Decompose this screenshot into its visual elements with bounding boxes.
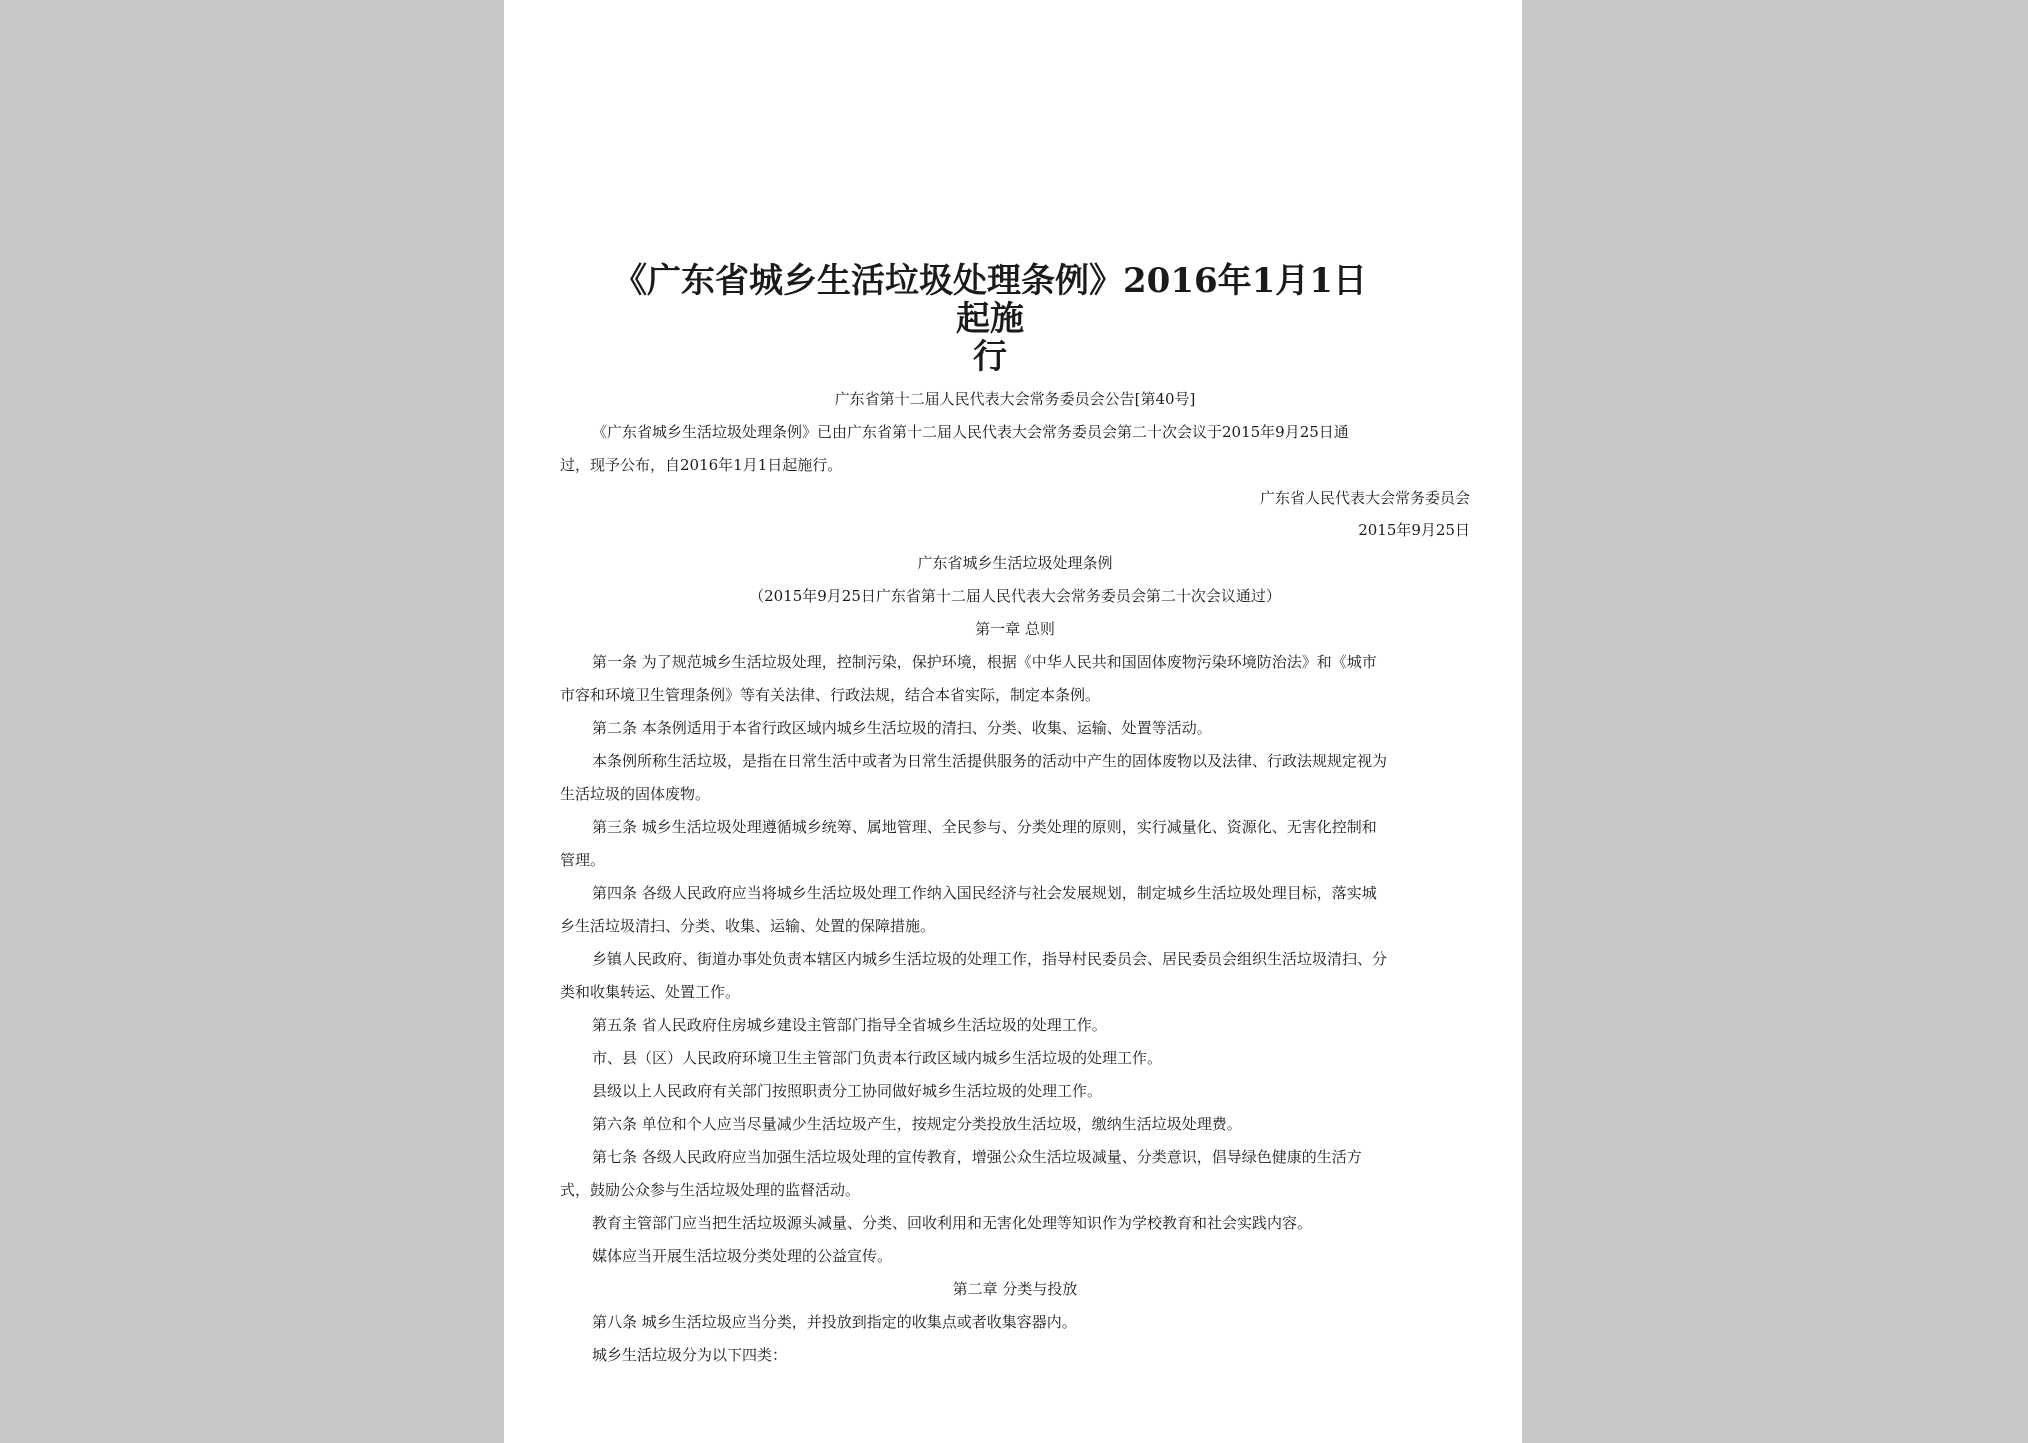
article-2-line-1: 第二条 本条例适用于本省行政区域内城乡生活垃圾的清扫、分类、收集、运输、处置等活动。 [592,719,1212,737]
article-7-paragraph-2: 教育主管部门应当把生活垃圾源头减量、分类、回收利用和无害化处理等知识作为学校教育和社会实践内容。 [592,1214,1313,1232]
title-line-2: 行 [973,337,1007,377]
intro-paragraph-line-2: 过，现予公布，自2016年1月1日起施行。 [560,456,843,474]
document-title [600,262,1380,376]
adoption-note: （2015年9月25日广东省第十二届人民代表大会常务委员会第二十次会议通过） [749,587,1281,605]
article-2-paragraph-2-line-1: 本条例所称生活垃圾，是指在日常生活中或者为日常生活提供服务的活动中产生的固体废物以及法律、行政法规规定视为 [592,752,1388,770]
article-3-line-1: 第三条 城乡生活垃圾处理遵循城乡统筹、属地管理、全民参与、分类处理的原则，实行减量化、资源化、无害化控制和 [592,818,1377,836]
article-3-line-2: 管理。 [560,851,606,869]
article-1-line-1: 第一条 为了规范城乡生活垃圾处理，控制污染，保护环境，根据《中华人民共和国固体废物污染环境防治法》和《城市 [592,653,1377,671]
article-4-paragraph-2-line-1: 乡镇人民政府、街道办事处负责本辖区内城乡生活垃圾的处理工作，指导村民委员会、居民委员会组织生活垃圾清扫、分 [592,950,1388,968]
article-4-paragraph-2-line-2: 类和收集转运、处置工作。 [560,983,741,1001]
intro-paragraph-line-1: 《广东省城乡生活垃圾处理条例》已由广东省第十二届人民代表大会常务委员会第二十次会议于2015年9月25日通 [592,423,1349,441]
article-6-line-1: 第六条 单位和个人应当尽量减少生活垃圾产生，按规定分类投放生活垃圾，缴纳生活垃圾处理费。 [592,1115,1242,1133]
article-4-line-1: 第四条 各级人民政府应当将城乡生活垃圾处理工作纳入国民经济与社会发展规划，制定城乡生活垃圾处理目标，落实城 [592,884,1377,902]
article-7-line-2: 式，鼓励公众参与生活垃圾处理的监督活动。 [560,1181,861,1199]
article-1-line-2: 市容和环境卫生管理条例》等有关法律、行政法规，结合本省实际，制定本条例。 [560,686,1101,704]
article-5-paragraph-3: 县级以上人民政府有关部门按照职责分工协同做好城乡生活垃圾的处理工作。 [592,1082,1103,1100]
announcement-line: 广东省第十二届人民代表大会常务委员会公告[第40号] [834,390,1196,408]
chapter-2-title: 第二章 分类与投放 [952,1280,1078,1298]
document-page [504,0,1522,1443]
chapter-1-title: 第一章 总则 [975,620,1055,638]
article-5-paragraph-2: 市、县（区）人民政府环境卫生主管部门负责本行政区域内城乡生活垃圾的处理工作。 [592,1049,1163,1067]
article-8-line-1: 第八条 城乡生活垃圾应当分类，并投放到指定的收集点或者收集容器内。 [592,1313,1077,1331]
regulation-title: 广东省城乡生活垃圾处理条例 [917,554,1113,572]
title-line-1: 《广东省城乡生活垃圾处理条例》2016年1月1日起施 [613,261,1367,339]
issuer: 广东省人民代表大会常务委员会 [1259,489,1470,507]
article-7-paragraph-3: 媒体应当开展生活垃圾分类处理的公益宣传。 [592,1247,893,1265]
article-5-line-1: 第五条 省人民政府住房城乡建设主管部门指导全省城乡生活垃圾的处理工作。 [592,1016,1107,1034]
article-8-paragraph-2: 城乡生活垃圾分为以下四类： [592,1346,788,1364]
issue-date: 2015年9月25日 [1358,521,1470,539]
article-4-line-2: 乡生活垃圾清扫、分类、收集、运输、处置的保障措施。 [560,917,936,935]
article-2-paragraph-2-line-2: 生活垃圾的固体废物。 [560,785,711,803]
article-7-line-1: 第七条 各级人民政府应当加强生活垃圾处理的宣传教育，增强公众生活垃圾减量、分类意识，倡导绿色健康的生活方 [592,1148,1362,1166]
